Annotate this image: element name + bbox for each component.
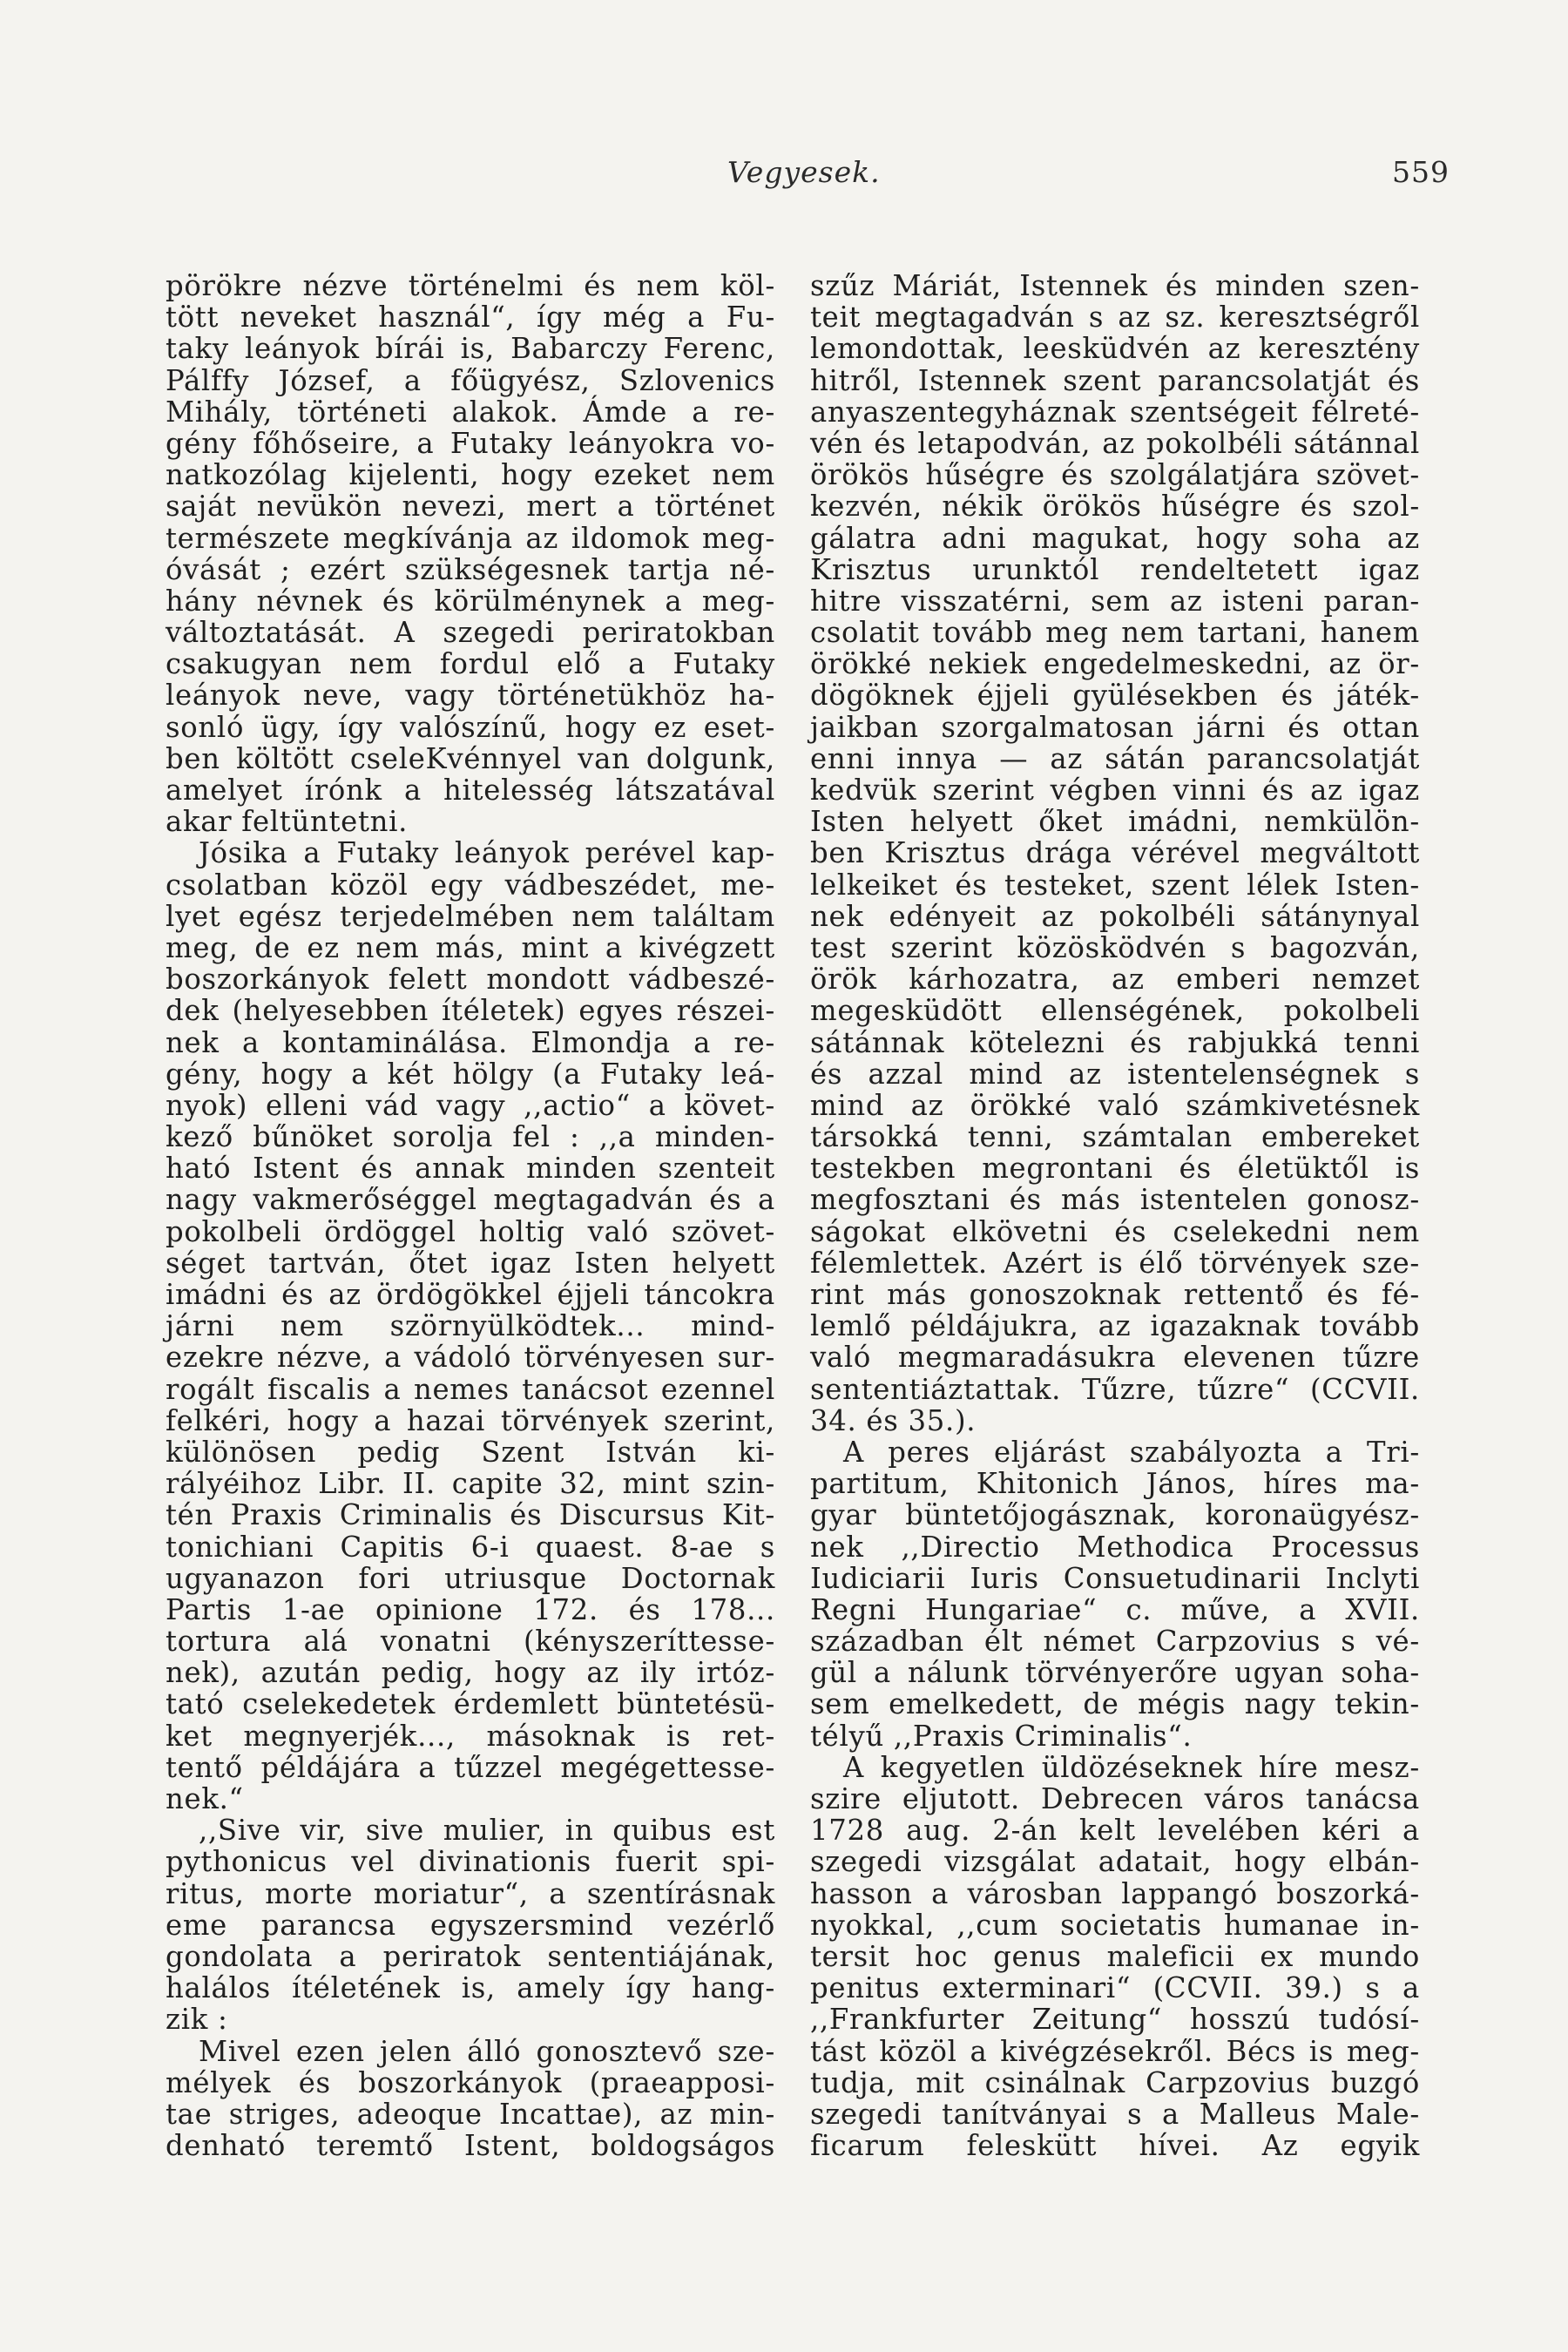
text-line: változtatását. A szegedi periratokban: [166, 616, 775, 650]
left-text-column: [166, 270, 775, 2161]
text-line: saját nevükön nevezi, mert a történet: [166, 490, 775, 524]
text-line: testekben megrontani és életüktől is: [810, 1152, 1420, 1186]
text-line: szegedi tanítványai s a Malleus Male-: [810, 2097, 1420, 2131]
text-line: csolatit tovább meg nem tartani, hanem: [810, 616, 1420, 650]
text-line: Partis 1-ae opinione 172. és 178...: [166, 1592, 775, 1626]
text-line: gyar büntetőjogásznak, koronaügyész-: [810, 1498, 1420, 1532]
text-line: rályéihoz Libr. II. capite 32, mint szin-: [166, 1467, 775, 1501]
text-line: ,,Frankfurter Zeitung“ hosszú tudósí-: [810, 2003, 1420, 2037]
text-line: kedvük szerint végben vinni és az igaz: [810, 774, 1420, 807]
text-line: félemlettek. Azért is élő törvények sze-: [810, 1246, 1420, 1280]
text-line: nyok) elleni vád vagy ,,actio“ a követ-: [166, 1088, 775, 1122]
text-line: penitus exterminari“ (CCVII. 39.) s a: [810, 1971, 1420, 2005]
text-line: tonichiani Capitis 6-i quaest. 8-ae s: [166, 1530, 775, 1564]
text-line: mind az örökké való számkivetésnek: [810, 1088, 1420, 1122]
text-line: nek edényeit az pokolbéli sátánynyal: [810, 899, 1420, 933]
text-line: 1728 aug. 2-án kelt levelében kéri a: [810, 1814, 1420, 1848]
text-line: gondolata a periratok sententiájának,: [166, 1939, 775, 1973]
text-line: rogált fiscalis a nemes tanácsot ezennel: [166, 1372, 775, 1406]
page-number: 559: [1392, 155, 1450, 189]
text-line: ságokat elkövetni és cselekedni nem: [810, 1214, 1420, 1248]
text-line: lemlő példájukra, az igazaknak tovább: [810, 1309, 1420, 1343]
text-line: nek.“: [166, 1782, 244, 1815]
text-line: gálatra adni magukat, hogy soha az: [810, 521, 1420, 555]
text-line: Mihály, történeti alakok. Ámde a re-: [166, 395, 775, 429]
text-line: hány névnek és körülménynek a meg-: [166, 584, 775, 618]
right-text-column: [810, 270, 1420, 2161]
text-line: ket megnyerjék..., másoknak is ret-: [166, 1719, 775, 1753]
text-line: boszorkányok felett mondott vádbeszé-: [166, 963, 775, 997]
text-line: tersit hoc genus maleficii ex mundo: [810, 1939, 1420, 1973]
text-line: természete megkívánja az ildomok meg-: [166, 521, 775, 555]
text-line: ficarum feleskütt hívei. Az egyik: [810, 2129, 1420, 2163]
text-line: vén és letapodván, az pokolbéli sátánnal: [810, 426, 1420, 460]
text-line: tentő példájára a tűzzel megégettesse-: [166, 1750, 775, 1784]
text-line: imádni és az ördögökkel éjjeli táncokra: [166, 1278, 775, 1311]
text-line: csakugyan nem fordul elő a Futaky: [166, 647, 775, 681]
text-line: télyű ,,Praxis Criminalis“.: [810, 1719, 1193, 1753]
text-line: test szerint közösködvén s bagozván,: [810, 930, 1420, 964]
text-line: lelkeiket és testeket, szent lélek Isten-: [810, 868, 1420, 902]
text-line: teit megtagadván s az sz. keresztségről: [810, 301, 1420, 335]
text-line: pörökre nézve történelmi és nem köl-: [166, 269, 775, 302]
text-line: meg, de ez nem más, mint a kivégzett: [166, 930, 775, 964]
text-line: óvását ; ezért szükségesnek tartja né-: [166, 552, 775, 586]
text-line: hasson a városban lappangó boszorká-: [810, 1876, 1420, 1910]
text-line: Iudiciarii Iuris Consuetudinarii Inclyti: [810, 1561, 1420, 1595]
text-line: pokolbeli ördöggel holtig való szövet-: [166, 1214, 775, 1248]
text-line: 34. és 35.).: [810, 1403, 977, 1437]
text-line: gény, hogy a két hölgy (a Futaky leá-: [166, 1057, 775, 1091]
text-line: zik :: [166, 2003, 228, 2037]
text-line: örökké nekiek engedelmeskedni, az ör-: [810, 647, 1420, 681]
text-line: kező bűnöket sorolja fel : ,,a minden-: [166, 1120, 775, 1154]
text-line: tae striges, adeoque Incattae), az min-: [166, 2097, 775, 2131]
text-line: Krisztus urunktól rendeltetett igaz: [810, 552, 1420, 586]
text-line: Jósika a Futaky leányok perével kap-: [199, 836, 775, 870]
text-line: partitum, Khitonich János, híres ma-: [810, 1467, 1420, 1501]
text-line: szűz Máriát, Istennek és minden szen-: [810, 269, 1420, 302]
text-line: tató cselekedetek érdemlett büntetésü-: [166, 1687, 775, 1721]
text-line: lemondottak, leesküdvén az keresztény: [810, 332, 1420, 366]
text-line: megesküdött ellenségének, pokolbeli: [810, 994, 1420, 1028]
text-line: ritus, morte moriatur“, a szentírásnak: [166, 1876, 775, 1910]
text-line: tortura alá vonatni (kényszeríttesse-: [166, 1625, 775, 1659]
text-line: szegedi vizsgálat adatait, hogy elbán-: [810, 1845, 1420, 1879]
text-line: csolatban közöl egy vádbeszédet, me-: [166, 868, 775, 902]
text-line: ugyanazon fori utriusque Doctornak: [166, 1561, 775, 1595]
text-line: halálos ítéletének is, amely így hang-: [166, 1971, 775, 2005]
text-line: és azzal mind az istentelenségnek s: [810, 1057, 1420, 1091]
text-line: A peres eljárást szabályozta a Tri-: [843, 1435, 1420, 1469]
text-line: szire eljutott. Debrecen város tanácsa: [810, 1782, 1420, 1815]
text-line: Mivel ezen jelen álló gonosztevő sze-: [199, 2034, 775, 2068]
text-line: gény főhőseire, a Futaky leányokra vo-: [166, 426, 775, 460]
text-line: eme parancsa egyszersmind vezérlő: [166, 1908, 775, 1942]
text-line: nek ,,Directio Methodica Processus: [810, 1530, 1420, 1564]
text-line: tén Praxis Criminalis és Discursus Kit-: [166, 1498, 775, 1532]
text-line: dögöknek éjjeli gyülésekben és játék-: [810, 679, 1420, 713]
text-line: rint más gonoszoknak rettentő és fé-: [810, 1278, 1420, 1311]
text-line: hitről, Istennek szent parancsolatját és: [810, 363, 1420, 397]
text-line: örök kárhozatra, az emberi nemzet: [810, 963, 1420, 997]
text-line: ben költött cseleKvénnyel van dolgunk,: [166, 741, 775, 775]
text-line: nek), azután pedig, hogy az ily irtóz-: [166, 1656, 775, 1690]
text-line: felkéri, hogy a hazai törvények szerint,: [166, 1403, 775, 1437]
text-line: járni nem szörnyülködtek... mind-: [166, 1309, 775, 1343]
text-line: társokká tenni, számtalan embereket: [810, 1120, 1420, 1154]
text-line: különösen pedig Szent István ki-: [166, 1435, 775, 1469]
text-line: sátánnak kötelezni és rabjukká tenni: [810, 1025, 1420, 1059]
text-line: sententiáztattak. Tűzre, tűzre“ (CCVII.: [810, 1372, 1420, 1406]
text-line: jaikban szorgalmatosan járni és ottan: [810, 710, 1420, 744]
text-line: leányok neve, vagy történetükhöz ha-: [166, 679, 775, 713]
text-line: dek (helyesebben ítéletek) egyes részei-: [166, 994, 775, 1028]
text-line: Isten helyett őket imádni, nemkülön-: [810, 805, 1420, 839]
text-line: sonló ügy, így valószínű, hogy ez eset-: [166, 710, 775, 744]
text-line: mélyek és boszorkányok (praeapposi-: [166, 2065, 775, 2099]
text-line: tást közöl a kivégzésekről. Bécs is meg-: [810, 2034, 1420, 2068]
text-line: enni innya — az sátán parancsolatját: [810, 741, 1420, 775]
text-line: ,,Sive vir, sive mulier, in quibus est: [199, 1814, 775, 1848]
text-line: tudja, mit csinálnak Carpzovius buzgó: [810, 2065, 1420, 2099]
text-line: ezekre nézve, a vádoló törvényesen sur-: [166, 1341, 775, 1375]
text-line: ben Krisztus drága vérével megváltott: [810, 836, 1420, 870]
text-line: gül a nálunk törvényerőre ugyan soha-: [810, 1656, 1420, 1690]
text-line: való megmaradásukra elevenen tűzre: [810, 1341, 1420, 1375]
text-line: században élt német Carpzovius s vé-: [810, 1625, 1420, 1659]
text-line: Pálffy József, a főügyész, Szlovenics: [166, 363, 775, 397]
text-line: Regni Hungariae“ c. műve, a XVII.: [810, 1592, 1420, 1626]
text-line: nek a kontaminálása. Elmondja a re-: [166, 1025, 775, 1059]
text-line: örökös hűségre és szolgálatjára szövet-: [810, 458, 1420, 492]
text-line: A kegyetlen üldözéseknek híre mesz-: [843, 1750, 1420, 1784]
running-head: Vegyesek.: [727, 155, 881, 189]
text-line: sem emelkedett, de mégis nagy tekin-: [810, 1687, 1420, 1721]
text-line: kezvén, nékik örökös hűségre és szol-: [810, 490, 1420, 524]
text-line: denható teremtő Istent, boldogságos: [166, 2129, 775, 2163]
text-line: lyet egész terjedelmében nem találtam: [166, 899, 775, 933]
text-line: nyokkal, ,,cum societatis humanae in-: [810, 1908, 1420, 1942]
text-line: amelyet írónk a hitelesség látszatával: [166, 774, 775, 807]
text-line: pythonicus vel divinationis fuerit spi-: [166, 1845, 775, 1879]
text-line: nagy vakmerőséggel megtagadván és a: [166, 1183, 775, 1217]
text-line: natkozólag kijelenti, hogy ezeket nem: [166, 458, 775, 492]
text-line: megfosztani és más istentelen gonosz-: [810, 1183, 1420, 1217]
text-line: séget tartván, őtet igaz Isten helyett: [166, 1246, 775, 1280]
text-line: akar feltüntetni.: [166, 805, 409, 839]
text-line: anyaszentegyháznak szentségeit félreté-: [810, 395, 1420, 429]
text-line: taky leányok bírái is, Babarczy Ferenc,: [166, 332, 775, 366]
text-line: hitre visszatérni, sem az isteni paran-: [810, 584, 1420, 618]
text-line: ható Istent és annak minden szenteit: [166, 1152, 775, 1186]
text-line: tött neveket használ“, így még a Fu-: [166, 301, 775, 335]
